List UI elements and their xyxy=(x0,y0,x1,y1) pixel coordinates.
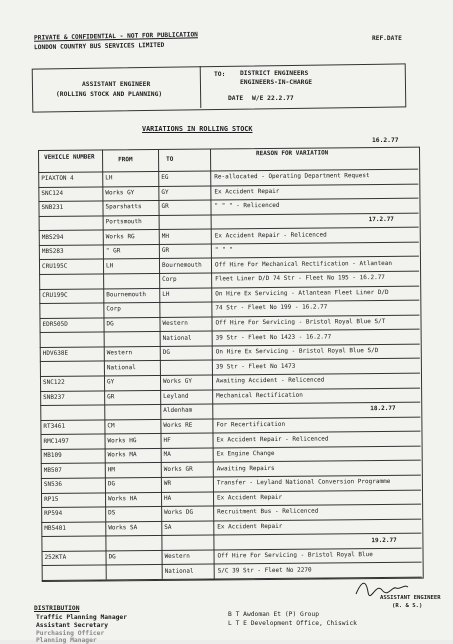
cell-from: Works MA xyxy=(107,451,137,459)
classification: PRIVATE & CONFIDENTIAL - NOT FOR PUBLICATION xyxy=(33,31,198,42)
cell-from: Works HA xyxy=(108,494,137,503)
cell-to: SA xyxy=(164,523,172,531)
cell-reason: S/C 39 Str - Fleet No 2270 xyxy=(217,566,312,575)
from-dept: (ROLLING STOCK AND PLANNING) xyxy=(56,91,163,98)
copy-to-line-1: B T Awdoman Et (P) Group xyxy=(228,611,319,618)
cell-reason: Ex Engine Change xyxy=(216,450,275,458)
cell-reason: Ex Accident Repair - Relicenced xyxy=(216,435,329,444)
copy-to-line-2: L T E Development Office, Chiswick xyxy=(228,620,357,627)
cell-vehicle: RP15 xyxy=(44,495,59,503)
cell-vehicle: EDR505D xyxy=(42,320,68,328)
cell-reason: Ex Accident Repair xyxy=(214,187,280,196)
cell-to: Leyland xyxy=(163,392,189,400)
company-name: LONDON COUNTRY BUS SERVICES LIMITED xyxy=(33,41,165,52)
cell-to: Corp xyxy=(162,276,177,284)
cell-to: Works GY xyxy=(162,377,192,386)
cell-reason: Off Hire For Servicing - Bristol Royal Blue xyxy=(217,551,373,560)
cell-to: GR xyxy=(161,203,169,211)
cell-reason: Recruitment Bus - Relicenced xyxy=(217,507,319,516)
cell-vehicle: MB5401 xyxy=(44,524,67,532)
cell-vehicle: CRU199C xyxy=(42,291,68,299)
date-label: DATE xyxy=(228,95,244,102)
col-from-header: FROM xyxy=(118,156,133,164)
cell-reason: " " " xyxy=(214,246,233,254)
cell-from: LH xyxy=(105,262,114,270)
cell-from: GY xyxy=(106,378,115,386)
distribution-line-3: Purchasing Officer xyxy=(36,630,105,637)
cell-vehicle: 252KTA xyxy=(44,553,67,562)
cell-vehicle: MBS294 xyxy=(41,233,64,241)
cell-from: " GR xyxy=(105,247,121,255)
from-title: ASSISTANT ENGINEER xyxy=(82,81,151,88)
cell-vehicle: SNC124 xyxy=(41,189,64,197)
cell-from: Western xyxy=(106,349,133,357)
cell-reason: Fleet Liner D/D 74 Str - Fleet No 195 - 16.2.77 xyxy=(215,274,385,283)
cell-vehicle: RP594 xyxy=(44,510,63,518)
distribution-line-2: Assistant Secretary xyxy=(36,622,109,629)
cell-reason: Ex Accident Repair xyxy=(217,493,283,502)
to-line-1: DISTRICT ENGINEERS xyxy=(240,70,309,77)
cell-to: HF xyxy=(163,436,171,444)
col-reason-header: REASON FOR VARIATION xyxy=(256,149,329,158)
cell-reason: For Recertification xyxy=(216,420,286,429)
to-label: TO: xyxy=(214,71,226,78)
to-line-2: ENGINEERS-IN-CHARGE xyxy=(240,79,313,86)
cell-to: National xyxy=(162,334,192,342)
cell-vehicle: CRU195C xyxy=(41,262,68,270)
cell-reason: On Hire Ex Servicing - Bristol Royal Blue S/D xyxy=(215,347,379,356)
cell-to: Bournemouth xyxy=(161,261,202,269)
cell-from: Works SA xyxy=(108,524,138,532)
cell-to: Western xyxy=(164,552,190,561)
col-to-header: TO xyxy=(166,155,174,163)
cell-from: Portsmouth xyxy=(105,218,142,226)
distribution-line-4: Planning Manager xyxy=(36,637,97,644)
cell-reason: Off Hire For Servicing - Bristol Royal Blue S/T xyxy=(215,317,386,327)
cell-reason: On Hire Ex Servicing - Atlantean Fleet Liner D/D xyxy=(215,288,389,298)
cell-vehicle: SN536 xyxy=(43,481,63,489)
cell-reason: 19.2.77 xyxy=(371,536,397,544)
cell-reason: " " " - Relicenced xyxy=(214,202,280,210)
cell-reason: Awaiting Repairs xyxy=(216,464,275,473)
date-value: W/E 22.2.77 xyxy=(252,95,294,102)
cell-to: LH xyxy=(162,290,170,298)
cell-vehicle: MB507 xyxy=(43,466,62,474)
cell-reason: 39 Str - Fleet No 1423 - 16.2.77 xyxy=(215,333,332,342)
cell-from: CM xyxy=(107,422,115,430)
cell-from: National xyxy=(106,363,136,372)
cell-from: GR xyxy=(107,393,115,401)
cell-reason: 18.2.77 xyxy=(370,405,396,413)
cell-from: DG xyxy=(107,480,116,488)
cell-from: Sparshatts xyxy=(105,203,142,211)
cell-from: DG xyxy=(106,320,114,328)
cell-to: MH xyxy=(161,232,170,240)
cell-from: LH xyxy=(105,174,113,182)
cell-reason: 74 Str - Fleet No 199 - 16.2.77 xyxy=(215,303,328,312)
signature-icon xyxy=(352,578,412,598)
cell-from: HM xyxy=(107,466,116,474)
signature-title: ASSISTANT ENGINEER xyxy=(380,595,441,601)
cell-from: DG xyxy=(108,553,116,561)
cell-to: Works RE xyxy=(163,421,193,429)
cell-vehicle: SNC122 xyxy=(43,379,65,387)
cell-to: HA xyxy=(164,494,172,502)
cell-vehicle: RT3461 xyxy=(43,422,66,430)
document-title: VARIATIONS IN ROLLING STOCK xyxy=(142,125,253,133)
cell-from: Corp xyxy=(106,305,121,313)
cell-to: Western xyxy=(162,319,188,327)
cell-from: Works GY xyxy=(105,189,135,197)
cell-to: Aldenham xyxy=(163,407,193,415)
cell-vehicle: RMC1497 xyxy=(43,437,69,445)
cell-vehicle: SNB237 xyxy=(43,393,65,401)
cell-reason: Off Hire For Mechanical Rectification - Atlantean xyxy=(214,259,393,269)
cell-vehicle: SNB231 xyxy=(41,204,64,212)
cell-from: DS xyxy=(108,509,116,517)
cell-to: MA xyxy=(163,450,171,459)
cell-from: Bournemouth xyxy=(106,290,147,299)
signature-sub: (R. & S.) xyxy=(392,603,423,609)
cell-vehicle: MBS283 xyxy=(41,247,64,256)
cell-vehicle: PIAXTON 4 xyxy=(41,174,74,183)
cell-to: GR xyxy=(161,247,170,255)
cell-to: National xyxy=(164,567,194,575)
col-vehicle-header: VEHICLE NUMBER xyxy=(44,153,95,161)
ref-label: REF.DATE xyxy=(372,35,402,42)
distribution-label: DISTRIBUTION xyxy=(34,605,80,612)
cell-reason: 17.2.77 xyxy=(368,215,394,224)
cell-to: DG xyxy=(162,348,171,357)
cell-to: Works DG xyxy=(164,509,194,517)
cell-reason: Awaiting Accident - Relicenced xyxy=(215,376,325,385)
cell-to: GY xyxy=(161,188,169,196)
table-date: 16.2.77 xyxy=(372,137,399,144)
cell-vehicle: MB109 xyxy=(43,451,62,460)
cell-reason: Mechanical Rectification xyxy=(216,391,303,400)
cell-reason: Re-allocated - Operating Department Request xyxy=(214,172,370,181)
cell-reason: Transfer - Leyland National Conversion Programme xyxy=(216,478,391,487)
distribution-line-1: Traffic Planning Manager xyxy=(36,614,127,621)
cell-reason: Ex Accident Repair xyxy=(217,522,283,531)
cell-vehicle: HDV638E xyxy=(42,349,69,358)
cell-reason: Ex Accident Repair - Relicenced xyxy=(214,231,327,240)
variations-table xyxy=(38,147,424,582)
cell-to: Works GR xyxy=(163,465,193,473)
cell-to: EG xyxy=(161,174,169,182)
cell-from: Works RG xyxy=(105,232,135,240)
cell-reason: 39 Str - Fleet No 1473 xyxy=(215,362,296,371)
cell-from: Works HG xyxy=(107,436,137,444)
cell-to: WR xyxy=(163,480,172,488)
